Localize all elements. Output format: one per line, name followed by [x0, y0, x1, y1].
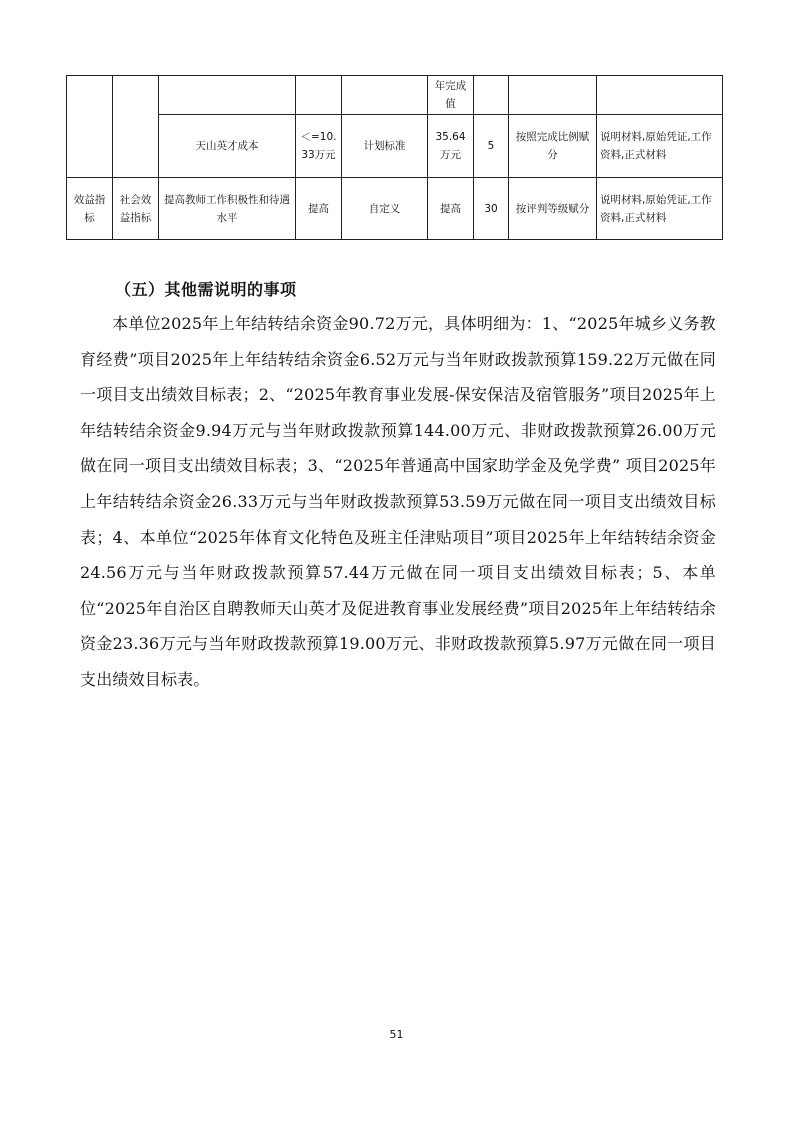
- body-paragraph: 本单位2025年上年结转结余资金90.72万元，具体明细为：1、“2025年城乡义务教育经费”项目2025年上年结转结余资金6.52万元与当年财政拨款预算159.22万元做在同一项目支出绩效目标表；2、“2025年教育事业发展-保安保洁及宿管服务”项目2025年上年结转结余资金9.94万元与当年财政拨款预算144.00万元、非财政拨款预算26.00万元做在同一项目支出绩效目标表；3、“2025年普通高中国家助学金及免学费” 项目2025年上年结转结余资金26.33万元与当年财政拨款预算53.59万元做在同一项目支出绩效目标表；4、本单位“2025年体育文化特色及班主任津贴项目”项目2025年上年结转结余资金24.56万元与当年财政拨款预算57.44万元做在同一项目支出绩效目标表；5、本单位“2025年自治区自聘教师天山英才及促进教育事业发展经费”项目2025年上年结转结余资金23.36万元与当年财政拨款预算19.00万元、非财政拨款预算5.97万元做在同一项目支出绩效目标表。: [80, 314, 716, 689]
- table-row: [67, 115, 723, 178]
- table-row: [67, 178, 723, 240]
- table-cell: 5: [474, 115, 509, 178]
- table-cell: ＜=10.33万元: [296, 115, 342, 178]
- performance-indicator-table: [66, 75, 723, 240]
- table-cell: 天山英才成本: [159, 115, 296, 178]
- table-cell: 社会效益指标: [113, 178, 159, 240]
- table-cell: 35.64万元: [428, 115, 474, 178]
- table-cell: 提高: [428, 178, 474, 240]
- table-cell: [342, 76, 428, 115]
- table-cell: 30: [474, 178, 509, 240]
- table-cell: [296, 76, 342, 115]
- table-cell: 按照完成比例赋分: [509, 115, 597, 178]
- table-cell: 计划标准: [342, 115, 428, 178]
- table-cell: [509, 76, 597, 115]
- table-cell: 说明材料,原始凭证,工作资料,正式材料: [597, 115, 723, 178]
- table-cell: [113, 76, 159, 178]
- table-cell: 效益指标: [67, 178, 113, 240]
- page-number: 51: [389, 1028, 404, 1041]
- table-cell: 年完成值: [428, 76, 474, 115]
- table-cell: 提高教师工作积极性和待遇水平: [159, 178, 296, 240]
- table-cell: [159, 76, 296, 115]
- table-cell: [67, 76, 113, 178]
- section-heading: （五）其他需说明的事项: [115, 280, 297, 299]
- table-cell: [597, 76, 723, 115]
- table-cell: 按评判等级赋分: [509, 178, 597, 240]
- table-cell: 自定义: [342, 178, 428, 240]
- table-cell: [474, 76, 509, 115]
- table-row: [67, 76, 723, 115]
- table-cell: 提高: [296, 178, 342, 240]
- table-cell: 说明材料,原始凭证,工作资料,正式材料: [597, 178, 723, 240]
